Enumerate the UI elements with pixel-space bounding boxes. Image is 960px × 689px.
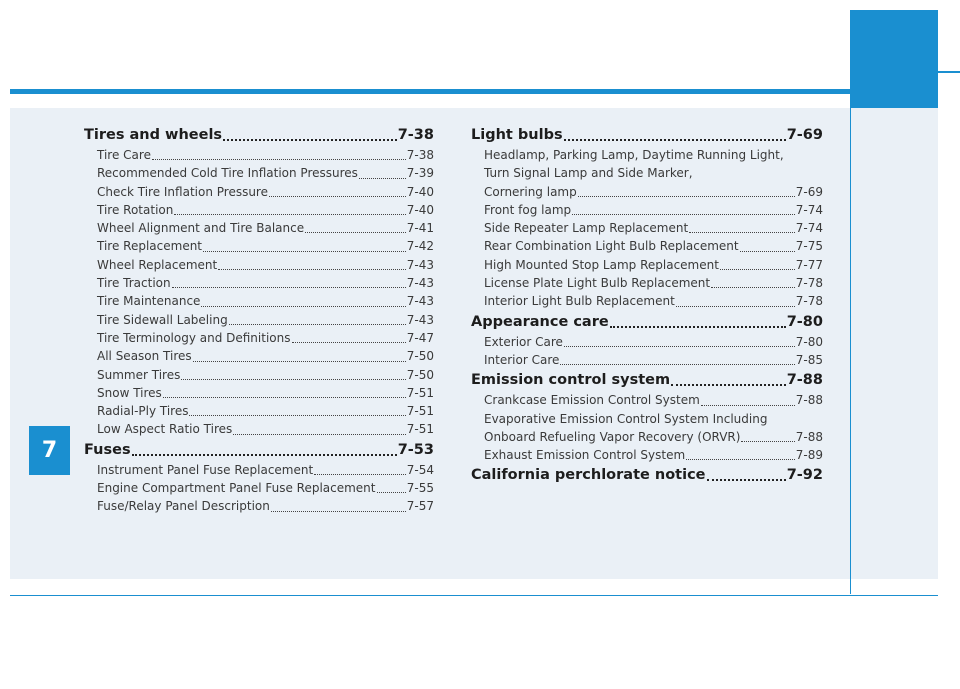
toc-entry-title: Tire Replacement — [97, 239, 203, 254]
toc-entry-page: 7-53 — [397, 441, 434, 458]
dot-leader — [572, 214, 795, 215]
dot-leader — [741, 441, 794, 442]
toc-entry-page: 7-57 — [406, 499, 434, 514]
dot-leader — [132, 454, 397, 456]
dot-leader — [271, 511, 406, 512]
toc-subsection-entry[interactable] — [471, 164, 823, 182]
toc-entry-page: 7-85 — [795, 352, 823, 367]
chapter-tab[interactable] — [29, 426, 70, 475]
dot-leader — [740, 251, 795, 252]
toc-subsection-entry[interactable] — [84, 201, 434, 219]
dot-leader — [377, 492, 406, 493]
toc-subsection-entry[interactable] — [84, 311, 434, 329]
toc-subsection-entry[interactable] — [471, 237, 823, 255]
toc-entry-title: Tire Maintenance — [97, 294, 201, 309]
toc-entry-title: Turn Signal Lamp and Side Marker, — [484, 166, 693, 181]
toc-subsection-entry[interactable] — [471, 219, 823, 237]
toc-entry-title: Fuse/Relay Panel Description — [97, 499, 270, 514]
toc-entry-title: Fuses — [84, 441, 131, 458]
toc-entry-title: Check Tire Inflation Pressure — [97, 184, 268, 199]
toc-entry-page: 7-88 — [786, 372, 823, 389]
toc-entry-title: Tire Care — [97, 148, 151, 162]
dot-leader — [707, 479, 786, 481]
dot-leader — [229, 324, 406, 325]
toc-entry-page: 7-69 — [795, 184, 823, 199]
toc-section-entry[interactable] — [471, 124, 823, 146]
toc-entry-title: Tire Terminology and Definitions — [97, 330, 291, 345]
chapter-corner-block — [850, 10, 938, 108]
toc-subsection-entry[interactable] — [84, 183, 434, 201]
toc-subsection-entry[interactable] — [471, 292, 823, 310]
toc-entry-page: 7-43 — [406, 276, 434, 291]
margin-divider — [850, 108, 851, 594]
dot-leader — [564, 346, 795, 347]
toc-section-entry[interactable] — [471, 311, 823, 333]
toc-subsection-entry[interactable] — [84, 146, 434, 164]
toc-entry-page: 7-40 — [406, 202, 434, 217]
toc-subsection-entry[interactable] — [471, 410, 823, 428]
footer-rule — [10, 595, 938, 596]
toc-entry-page: 7-77 — [795, 257, 823, 272]
toc-entry-title: Evaporative Emission Control System Including — [484, 411, 768, 426]
toc-subsection-entry[interactable] — [84, 292, 434, 310]
dot-leader — [686, 459, 795, 460]
toc-entry-page: 7-80 — [786, 313, 823, 330]
dot-leader — [189, 415, 405, 416]
toc-entry-page: 7-75 — [795, 239, 823, 254]
toc-entry-title: Wheel Alignment and Tire Balance — [97, 221, 305, 236]
toc-entry-page: 7-50 — [406, 367, 434, 382]
toc-entry-page: 7-43 — [406, 294, 434, 309]
toc-subsection-entry[interactable] — [84, 479, 434, 497]
toc-right-column — [471, 124, 823, 486]
dot-leader — [359, 178, 406, 179]
toc-subsection-entry[interactable] — [471, 146, 823, 164]
toc-section-entry[interactable] — [84, 124, 434, 146]
toc-entry-page: 7-80 — [795, 334, 823, 349]
dot-leader — [689, 232, 795, 233]
dot-leader — [233, 434, 406, 435]
dot-leader — [676, 306, 795, 307]
dot-leader — [181, 379, 405, 380]
toc-entry-page: 7-54 — [406, 462, 434, 477]
toc-entry-title: Interior Care — [484, 352, 560, 367]
toc-entry-page: 7-92 — [786, 467, 823, 484]
toc-entry-title: Summer Tires — [97, 367, 181, 382]
dot-leader — [701, 405, 795, 406]
dot-leader — [152, 159, 406, 160]
toc-entry-title: License Plate Light Bulb Replacement — [484, 276, 711, 291]
toc-entry-title: Radial-Ply Tires — [97, 404, 189, 419]
toc-entry-title: Exterior Care — [484, 334, 563, 349]
toc-subsection-entry[interactable] — [84, 384, 434, 402]
toc-section-entry[interactable] — [471, 369, 823, 391]
toc-entry-page: 7-88 — [795, 393, 823, 408]
dot-leader — [305, 232, 406, 233]
toc-subsection-entry[interactable] — [471, 256, 823, 274]
toc-entry-title: Snow Tires — [97, 385, 162, 400]
dot-leader — [564, 139, 786, 141]
toc-entry-page: 7-39 — [406, 166, 434, 181]
toc-entry-page: 7-38 — [406, 148, 434, 162]
toc-subsection-entry[interactable] — [84, 219, 434, 237]
dot-leader — [193, 361, 406, 362]
toc-entry-title: Wheel Replacement — [97, 257, 218, 272]
toc-subsection-entry[interactable] — [84, 420, 434, 438]
toc-entry-page: 7-55 — [406, 481, 434, 496]
dot-leader — [174, 214, 405, 215]
dot-leader — [711, 287, 795, 288]
toc-entry-title: High Mounted Stop Lamp Replacement — [484, 257, 719, 272]
dot-leader — [269, 196, 406, 197]
toc-entry-page: 7-50 — [406, 349, 434, 364]
toc-entry-title: Rear Combination Light Bulb Replacement — [484, 239, 739, 254]
toc-entry-page: 7-78 — [795, 294, 823, 309]
toc-entry-title: Exhaust Emission Control System — [484, 448, 686, 463]
toc-entry-page: 7-40 — [406, 184, 434, 199]
dot-leader — [671, 384, 786, 386]
toc-subsection-entry[interactable] — [84, 256, 434, 274]
dot-leader — [163, 397, 406, 398]
toc-entry-title: Onboard Refueling Vapor Recovery (ORVR) — [484, 429, 741, 444]
dot-leader — [223, 139, 397, 141]
toc-entry-page: 7-41 — [406, 221, 434, 236]
toc-entry-page: 7-74 — [795, 221, 823, 236]
toc-entry-title: Low Aspect Ratio Tires — [97, 422, 233, 437]
toc-entry-title: California perchlorate notice — [471, 467, 706, 484]
toc-subsection-entry[interactable] — [84, 347, 434, 365]
toc-subsection-entry[interactable] — [471, 446, 823, 464]
toc-entry-title: Instrument Panel Fuse Replacement — [97, 462, 314, 477]
header-accent-bar — [10, 89, 850, 94]
toc-entry-page: 7-51 — [406, 385, 434, 400]
toc-entry-title: Front fog lamp — [484, 202, 572, 217]
toc-entry-title: Engine Compartment Panel Fuse Replacement — [97, 481, 376, 496]
toc-entry-title: Emission control system — [471, 372, 671, 389]
toc-entry-title: Headlamp, Parking Lamp, Daytime Running Light, — [484, 148, 784, 162]
toc-entry-page: 7-47 — [406, 330, 434, 345]
toc-entry-title: Recommended Cold Tire Inflation Pressures — [97, 166, 358, 181]
dot-leader — [203, 251, 406, 252]
toc-entry-page: 7-42 — [406, 239, 434, 254]
toc-entry-title: Tires and wheels — [84, 127, 223, 143]
chapter-number: 7 — [41, 438, 58, 463]
toc-section-entry[interactable] — [84, 439, 434, 461]
toc-entry-title: Interior Light Bulb Replacement — [484, 294, 675, 309]
dot-leader — [314, 474, 406, 475]
toc-entry-page: 7-51 — [406, 422, 434, 437]
toc-entry-title: Side Repeater Lamp Replacement — [484, 221, 689, 236]
toc-subsection-entry[interactable] — [471, 183, 823, 201]
toc-entry-page: 7-38 — [397, 127, 434, 143]
toc-entry-title: Cornering lamp — [484, 184, 577, 199]
toc-subsection-entry[interactable] — [471, 391, 823, 409]
toc-subsection-entry[interactable] — [84, 497, 434, 515]
toc-entry-page: 7-89 — [795, 448, 823, 463]
toc-entry-title: Tire Rotation — [97, 202, 174, 217]
dot-leader — [560, 364, 794, 365]
corner-tick-line — [938, 71, 960, 73]
toc-subsection-entry[interactable] — [471, 201, 823, 219]
toc-subsection-entry[interactable] — [471, 351, 823, 369]
dot-leader — [201, 306, 405, 307]
toc-entry-title: Tire Sidewall Labeling — [97, 312, 228, 327]
toc-entry-page: 7-43 — [406, 312, 434, 327]
toc-entry-title: Light bulbs — [471, 127, 563, 143]
toc-subsection-entry[interactable] — [84, 366, 434, 384]
toc-entry-page: 7-74 — [795, 202, 823, 217]
toc-subsection-entry[interactable] — [84, 402, 434, 420]
toc-entry-page: 7-51 — [406, 404, 434, 419]
toc-subsection-entry[interactable] — [84, 164, 434, 182]
toc-entry-title: Tire Traction — [97, 276, 171, 291]
dot-leader — [610, 326, 786, 328]
toc-subsection-entry[interactable] — [84, 274, 434, 292]
toc-left-column — [84, 124, 434, 516]
dot-leader — [172, 287, 406, 288]
dot-leader — [218, 269, 406, 270]
dot-leader — [720, 269, 795, 270]
toc-entry-page: 7-78 — [795, 276, 823, 291]
toc-subsection-entry[interactable] — [84, 461, 434, 479]
toc-subsection-entry[interactable] — [84, 329, 434, 347]
toc-subsection-entry[interactable] — [471, 428, 823, 446]
dot-leader — [578, 196, 795, 197]
toc-entry-page: 7-69 — [786, 127, 823, 143]
toc-section-entry[interactable] — [471, 464, 823, 486]
toc-subsection-entry[interactable] — [471, 274, 823, 292]
toc-entry-title: Appearance care — [471, 313, 609, 330]
toc-entry-title: Crankcase Emission Control System — [484, 393, 700, 408]
toc-entry-page: 7-88 — [795, 429, 823, 444]
toc-entry-title: All Season Tires — [97, 349, 192, 364]
toc-subsection-entry[interactable] — [471, 333, 823, 351]
toc-subsection-entry[interactable] — [84, 237, 434, 255]
toc-entry-page: 7-43 — [406, 257, 434, 272]
dot-leader — [292, 342, 406, 343]
